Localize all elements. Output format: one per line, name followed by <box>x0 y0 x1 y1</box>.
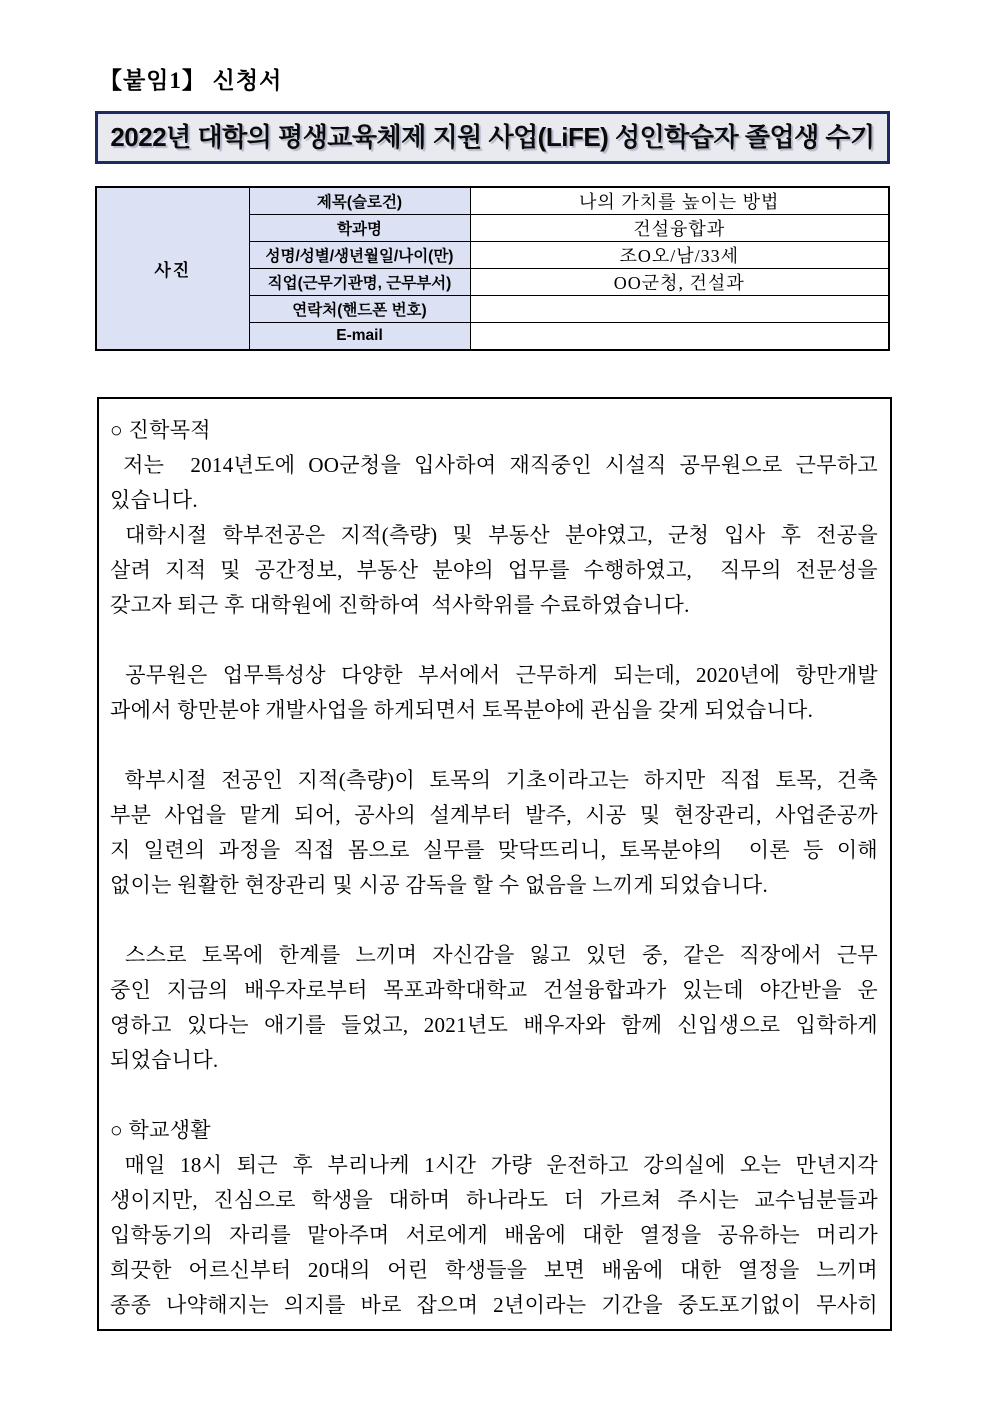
field-label-cell: 학과명 <box>249 215 470 242</box>
essay-line: 매일 18시 퇴근 후 부리나케 1시간 가량 운전하고 강의실에 오는 만년지각 <box>110 1153 878 1177</box>
field-label-cell: 직업(근무기관명, 근무부서) <box>249 269 470 296</box>
essay-line: 입학동기의 자리를 맡아주며 서로에게 배움에 대한 열정을 공유하는 머리가 <box>110 1223 878 1247</box>
essay-line: 희끗한 어르신부터 20대의 어린 학생들을 보면 배움에 대한 열정을 느끼며 <box>110 1258 878 1282</box>
essay-line: 과에서 항만분야 개발사업을 하게되면서 토목분야에 관심을 갖게 되었습니다. <box>110 698 814 722</box>
essay-line: 지 일련의 과정을 직접 몸으로 실무를 맞닥뜨리니, 토목분야의 이론 등 이해 <box>110 838 878 862</box>
info-table-body <box>96 187 889 350</box>
field-value-cell <box>470 296 889 323</box>
field-value-cell: OO군청, 건설과 <box>470 269 889 296</box>
applicant-info-table <box>95 186 890 351</box>
essay-line: 생이지만, 진심으로 학생을 대하며 하나라도 더 가르쳐 주시는 교수님분들과 <box>110 1188 878 1212</box>
essay-line: 대학시절 학부전공은 지적(측량) 및 부동산 분야였고, 군청 입사 후 전공을 <box>110 523 878 547</box>
essay-box <box>97 397 892 1331</box>
essay-line: 종종 나약해지는 의지를 바로 잡으며 2년이라는 기간을 중도포기없이 무사히 <box>110 1293 878 1317</box>
essay-line: ○ 학교생활 <box>110 1118 211 1142</box>
essay-line: 갖고자 퇴근 후 대학원에 진학하여 석사학위를 수료하였습니다. <box>110 593 690 617</box>
essay-line: 중인 지금의 배우자로부터 목포과학대학교 건설융합과가 있는데 야간반을 운 <box>110 978 878 1002</box>
field-value-cell: 건설융합과 <box>470 215 889 242</box>
essay-line: 되었습니다. <box>110 1048 219 1072</box>
field-label-cell: 성명/성별/생년월일/나이(만) <box>249 242 470 269</box>
banner-title: 2022년 대학의 평생교육체제 지원 사업(LiFE) 성인학습자 졸업생 수기 <box>95 111 890 164</box>
field-value-cell <box>470 323 889 350</box>
essay-line: ○ 진학목적 <box>110 418 211 442</box>
photo-cell: 사진 <box>96 187 249 350</box>
essay-blank-line <box>110 623 878 658</box>
essay-line: 학부시절 전공인 지적(측량)이 토목의 기초이라고는 하지만 직접 토목, 건축 <box>110 768 878 792</box>
attachment-label: 【붙임1】 신청서 <box>99 68 283 93</box>
field-label-cell: E-mail <box>249 323 470 350</box>
field-label-cell: 제목(슬로건) <box>249 187 470 215</box>
essay-line: 살려 지적 및 공간정보, 부동산 분야의 업무를 수행하였고, 직무의 전문성을 <box>110 558 878 582</box>
essay-blank-line <box>110 1078 878 1113</box>
essay-blank-line <box>110 728 878 763</box>
essay-line: 스스로 토목에 한계를 느끼며 자신감을 잃고 있던 중, 같은 직장에서 근무 <box>110 943 878 967</box>
essay-line: 영하고 있다는 애기를 들었고, 2021년도 배우자와 함께 신입생으로 입학하게 <box>110 1013 878 1037</box>
field-value-cell: 조O오/남/33세 <box>470 242 889 269</box>
table-row <box>96 187 889 215</box>
field-value-cell: 나의 가치를 높이는 방법 <box>470 187 889 215</box>
field-label-cell: 연락처(핸드폰 번호) <box>249 296 470 323</box>
essay-line: 공무원은 업무특성상 다양한 부서에서 근무하게 되는데, 2020년에 항만개발 <box>110 663 878 687</box>
essay-line: 있습니다. <box>110 488 198 512</box>
essay-blank-line <box>110 903 878 938</box>
essay-line: 부분 사업을 맡게 되어, 공사의 설계부터 발주, 시공 및 현장관리, 사업준공까 <box>110 803 878 827</box>
essay-line: 저는 2014년도에 OO군청을 입사하여 재직중인 시설직 공무원으로 근무하고 <box>110 453 878 477</box>
essay-line: 없이는 원활한 현장관리 및 시공 감독을 할 수 없음을 느끼게 되었습니다. <box>110 873 769 897</box>
